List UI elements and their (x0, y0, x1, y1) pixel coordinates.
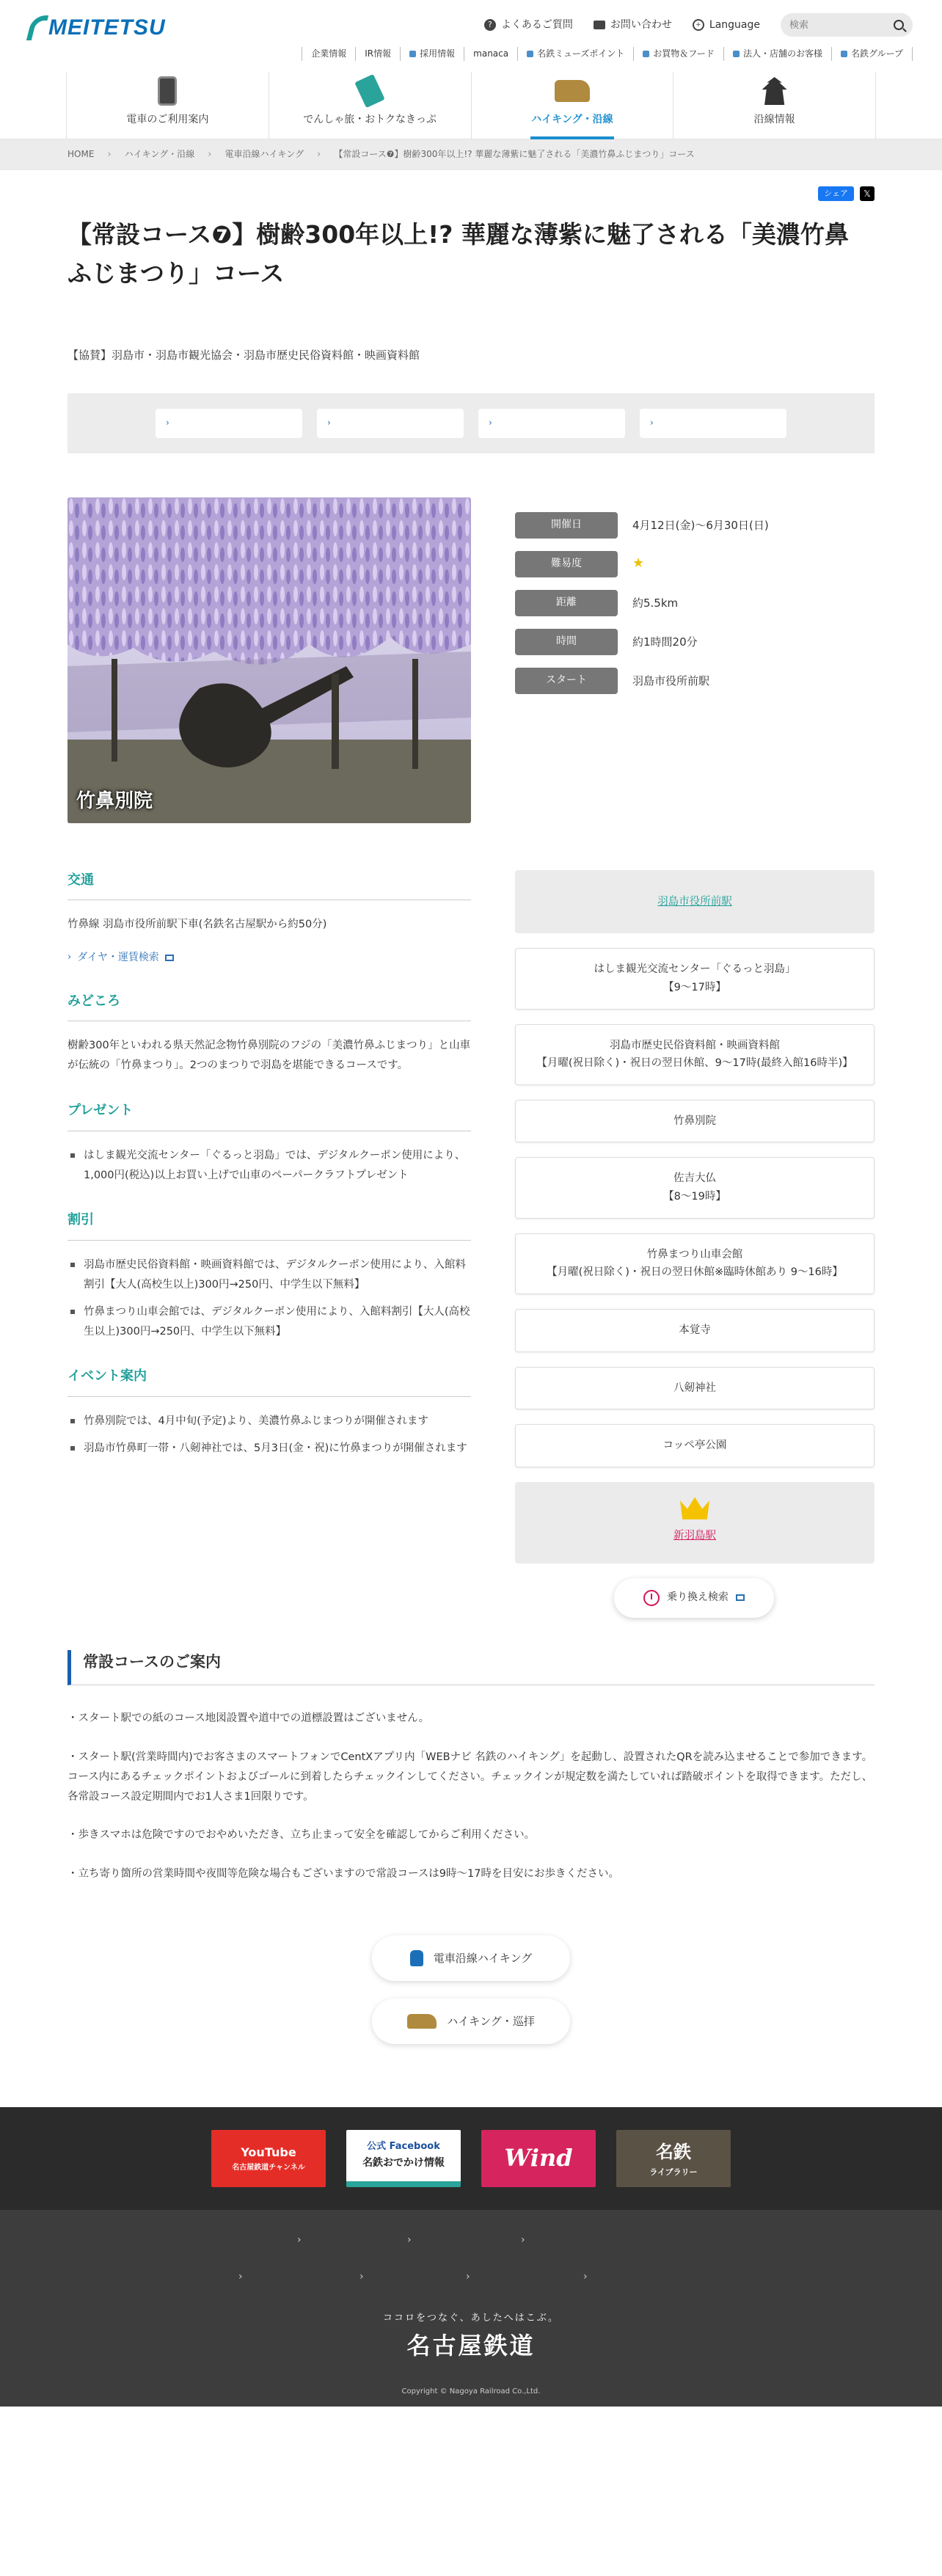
timetable-search-link[interactable]: › ダイヤ・運賃検索 (67, 949, 471, 966)
anchor-link-3[interactable] (478, 409, 625, 438)
notice-item: ・立ち寄り箇所の営業時間や夜間等危険な場合もございますので常設コースは9時～17時を目安にお歩きください。 (67, 1868, 619, 1880)
list-item: 竹鼻まつり山車会館では、デジタルクーポン使用により、入館料割引【大人(高校生以上)300円→250円、中学生以下無料】 (67, 1302, 471, 1342)
breadcrumb-train-hiking[interactable]: 電車沿線ハイキング (224, 149, 304, 160)
breadcrumb-hiking[interactable]: ハイキング・沿線 (124, 149, 195, 160)
footer-link[interactable]: › (359, 2271, 364, 2283)
group-icon (841, 51, 847, 57)
route-stop: 竹鼻まつり山車会館 【月曜(祝日除く)・祝日の翌日休館※臨時休館あり 9～16時】 (515, 1233, 875, 1294)
site-header (0, 0, 942, 139)
gnav-trip-tickets[interactable]: でんしゃ旅・おトクなきっぷ (269, 72, 471, 139)
wisteria-illustration (67, 497, 471, 823)
subnav-recruit[interactable]: 採用情報 (400, 47, 464, 61)
route-stop: 羽島市歴史民俗資料館・映画資料館 【月曜(祝日除く)・祝日の翌日休館、9～17時(最終入館16時半)】 (515, 1024, 875, 1085)
facebook-icon: 公式 Facebook (367, 2141, 440, 2153)
gnav-train-guide[interactable]: 電車のご利用案内 (66, 72, 269, 139)
boots-icon (407, 2014, 437, 2029)
subnav-corporate[interactable]: 企業情報 (302, 47, 355, 61)
castle-icon (762, 77, 787, 105)
goal-station-link[interactable]: 新羽島駅 (673, 1529, 716, 1541)
route-stop: 竹鼻別院 (515, 1100, 875, 1143)
external-link-icon (736, 1594, 745, 1601)
list-item: 羽島市竹鼻町一帯・八剱神社では、5月3日(金・祝)に竹鼻まつりが開催されます (67, 1439, 471, 1459)
youtube-icon: YouTube (241, 2145, 296, 2160)
utility-nav (484, 13, 913, 37)
mail-icon (594, 21, 605, 29)
search-box (781, 13, 913, 37)
footer-link[interactable]: › (297, 2234, 302, 2247)
chevron-right-icon: › (317, 148, 321, 160)
train-hiking-button[interactable]: 電車沿線ハイキング (372, 1935, 570, 1981)
route-stop: 佐吉大仏 【8～19時】 (515, 1157, 875, 1218)
notice-section (67, 1650, 875, 1884)
spec-row: 距離 約5.5km (515, 590, 769, 616)
list-item: 羽島市歴史民俗資料館・映画資料館では、デジタルクーポン使用により、入館料割引【大人(高校生以上)300円→250円、中学生以下無料】 (67, 1255, 471, 1295)
external-link-icon (165, 955, 174, 961)
route-stop: コッペ亭公園 (515, 1424, 875, 1467)
youtube-banner[interactable]: YouTube 名古屋鉄道チャンネル (211, 2130, 326, 2187)
meitetsu-logo[interactable]: MEITETSU (29, 10, 166, 45)
subnav-manaca[interactable]: manaca (464, 47, 517, 61)
clock-icon (643, 1590, 660, 1606)
footer-tagline: ココロをつなぐ、あしたへはこぶ。 (382, 2313, 559, 2324)
chevron-right-icon: › (67, 952, 72, 963)
contact-link[interactable]: お問い合わせ (594, 17, 672, 33)
present-section: プレゼント はしま観光交流センター「ぐるっと羽島」では、デジタルクーポン使用により、1,000円(税込)以上お買い上げで山車のペーパークラフトプレゼント (67, 1101, 471, 1185)
facebook-share-button[interactable]: シェア (818, 186, 854, 201)
related-buttons (67, 1935, 875, 2044)
language-link[interactable]: + Language (693, 17, 760, 33)
chevron-right-icon: › (107, 148, 112, 160)
search-icon[interactable] (894, 20, 904, 30)
footer-link[interactable]: › (238, 2271, 243, 2283)
gnav-hiking[interactable]: ハイキング・沿線 (471, 72, 673, 139)
crown-icon (680, 1496, 709, 1519)
highlight-section: みどころ 樹齢300年といわれる県天然記念物竹鼻別院のフジの「美濃竹鼻ふじまつり」と山車が伝統の「竹鼻まつり」。2つのまつりで羽島を堪能できるコースです。 (67, 991, 471, 1076)
start-station-link[interactable]: 羽島市役所前駅 (657, 895, 732, 908)
course-details (67, 870, 875, 1618)
phone-icon (158, 76, 177, 106)
x-share-button[interactable]: 𝕏 (860, 186, 875, 201)
faq-link[interactable]: ? よくあるご質問 (484, 17, 573, 33)
globe-icon: + (693, 19, 704, 31)
access-section: 交通 竹鼻線 羽島市役所前駅下車(名鉄名古屋駅から約50分) › ダイヤ・運賃検索 (67, 870, 471, 966)
point-icon (527, 51, 533, 57)
backpack-icon (410, 1950, 423, 1966)
footer-link[interactable]: › (466, 2271, 470, 2283)
notice-item: ・スタート駅(営業時間内)でお客さまのスマートフォンでCentXアプリ内「WEBナビ 名鉄のハイキング」を起動し、設置されたQRを読み込ませることで参加できます。コース内にあるチェックポイントおよびゴールに到着したらチェックインしてください。チェックインが規定数を満たしていれば踏破ポイントを取得できます。ただし、各常設コース設定期間内でお1人さま1回限りです。 (67, 1751, 873, 1803)
course-spec (515, 497, 769, 823)
route-stop: 八剱神社 (515, 1367, 875, 1410)
boots-icon (555, 80, 590, 102)
wisteria-photo (67, 497, 471, 823)
facebook-banner[interactable]: 公式 Facebook 名鉄おでかけ情報 (346, 2130, 461, 2187)
hiking-pilgrimage-button[interactable]: ハイキング・巡拝 (372, 1999, 570, 2044)
notice-item: ・スタート駅での紙のコース地図設置や道中での道標設置はございません。 (67, 1712, 430, 1725)
anchor-link-2[interactable] (317, 409, 464, 438)
anchor-links (67, 393, 875, 453)
chevron-right-icon: › (208, 148, 212, 160)
subnav-muse-point[interactable]: 名鉄ミューズポイント (517, 47, 633, 61)
page-title: 【常設コース❼】樹齢300年以上!? 華麗な薄紫に魅了される「美濃竹鼻ふじまつり」コース (67, 220, 849, 288)
share-buttons (818, 186, 875, 201)
cooperation-text: 【協賛】羽島市・羽島市観光協会・羽島市歴史民俗資料館・映画資料館 (67, 348, 420, 362)
global-nav (66, 72, 876, 139)
breadcrumb-home[interactable]: HOME (67, 149, 95, 160)
subnav-business[interactable]: 法人・店舗のお客様 (723, 47, 831, 61)
route-list (515, 870, 875, 1564)
gnav-area-info[interactable]: 沿線情報 (673, 72, 876, 139)
anchor-link-1[interactable] (156, 409, 302, 438)
logo-swoosh-icon (26, 15, 48, 40)
footer-link[interactable]: › (583, 2271, 588, 2283)
route-stop: 本覚寺 (515, 1309, 875, 1352)
route-goal-station (515, 1482, 875, 1564)
shopping-icon (643, 51, 649, 57)
notice-item: ・歩きスマホは危険ですのでおやめいただき、立ち止まって安全を確認してからご利用ください。 (67, 1829, 536, 1842)
discount-section: 割引 羽島市歴史民俗資料館・映画資料館では、デジタルクーポン使用により、入館料割引【大人(高校生以上)300円→250円、中学生以下無料】 竹鼻まつり山車会館では、デジタルクーポン使用により、入館料割引【大人(高校生以上)300円→250円、中学生以下無料】 (67, 1210, 471, 1341)
spec-row: 時間 約1時間20分 (515, 629, 769, 655)
difficulty-star-icon: ★ (632, 555, 645, 572)
footer-corporate-name: 名古屋鉄道 (406, 2332, 536, 2360)
course-intro (67, 497, 875, 823)
photo-caption: 竹鼻別院 (76, 790, 153, 812)
chevron-right-icon: › (166, 417, 169, 428)
chevron-right-icon: › (650, 417, 654, 428)
list-item: はしま観光交流センター「ぐるっと羽島」では、デジタルクーポン使用により、1,000円(税込)以上お買い上げで山車のペーパークラフトプレゼント (67, 1146, 471, 1186)
chevron-right-icon: › (489, 417, 492, 428)
route-stop: はしま観光交流センター「ぐるっと羽島」 【9～17時】 (515, 948, 875, 1009)
anchor-link-4[interactable] (640, 409, 786, 438)
route-column (515, 870, 875, 1618)
spec-row: 難易度 ★ (515, 551, 769, 577)
notice-title: 常設コースのご案内 (67, 1650, 875, 1686)
copyright: Copyright © Nagoya Railroad Co.,Ltd. (401, 2387, 541, 2396)
library-banner[interactable]: 名鉄 ライブラリー (616, 2130, 731, 2187)
subnav-ir[interactable]: IR情報 (355, 47, 400, 61)
sub-nav (302, 47, 913, 61)
question-icon: ? (484, 19, 496, 31)
route-start-station (515, 870, 875, 934)
wind-banner[interactable]: Wind (481, 2130, 596, 2187)
subnav-group[interactable]: 名鉄グループ (831, 47, 913, 61)
details-column (67, 870, 471, 1618)
footer-link[interactable]: › (407, 2234, 412, 2247)
footer-link[interactable]: › (521, 2234, 525, 2247)
breadcrumb-current: 【常設コース❼】樹齢300年以上!? 華麗な薄紫に魅了される「美濃竹鼻ふじまつり」コース (334, 149, 695, 160)
transfer-search-button[interactable]: 乗り換え検索 (614, 1578, 774, 1618)
search-input[interactable] (789, 20, 885, 31)
list-item: 竹鼻別院では、4月中旬(予定)より、美濃竹鼻ふじまつりが開催されます (67, 1412, 471, 1431)
ticket-icon (354, 74, 384, 108)
footer-banners (0, 2107, 942, 2210)
breadcrumb (0, 139, 942, 170)
spec-row: スタート 羽島市役所前駅 (515, 668, 769, 694)
main-content (67, 170, 875, 2044)
chevron-right-icon: › (327, 417, 331, 428)
recruit-icon (409, 51, 416, 57)
business-icon (733, 51, 740, 57)
spec-row: 開催日 4月12日(金)～6月30日(日) (515, 512, 769, 539)
event-section: イベント案内 竹鼻別院では、4月中旬(予定)より、美濃竹鼻ふじまつりが開催されます 羽島市竹鼻町一帯・八剱神社では、5月3日(金・祝)に竹鼻まつりが開催されます (67, 1366, 471, 1458)
subnav-shopping[interactable]: お買物＆フード (633, 47, 723, 61)
footer-main (0, 2210, 942, 2407)
